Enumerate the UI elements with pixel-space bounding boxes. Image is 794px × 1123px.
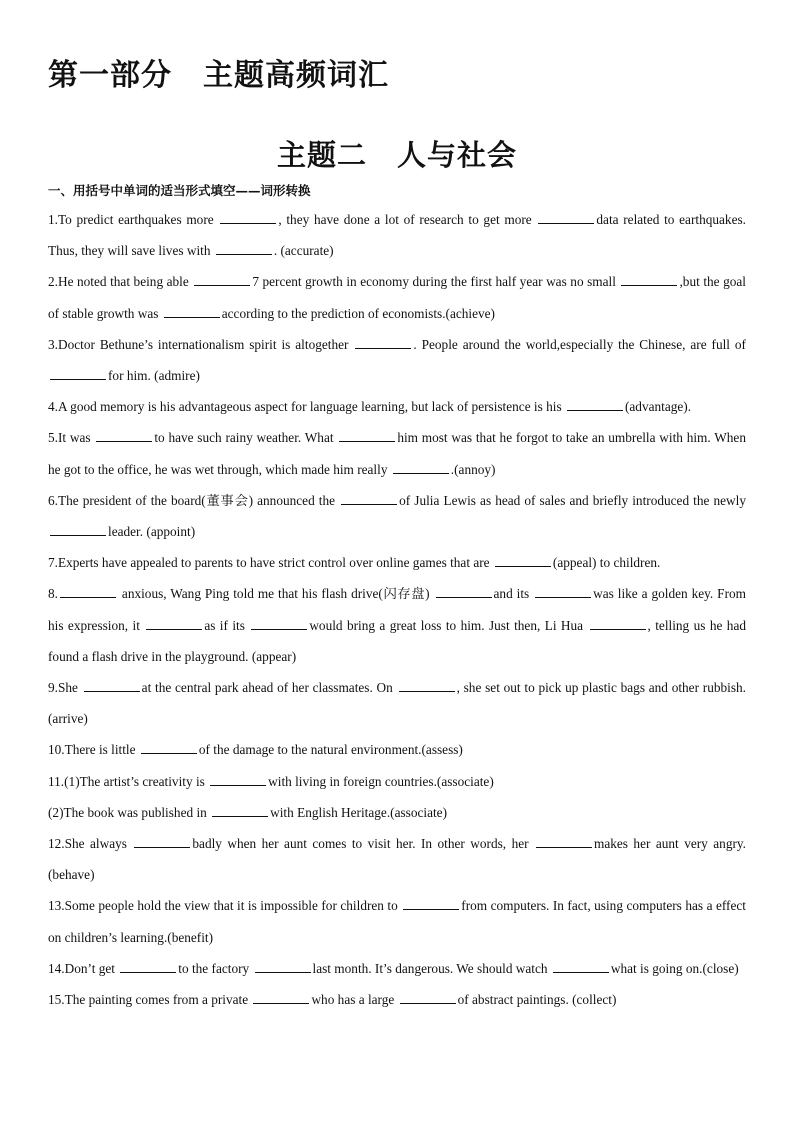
answer-blank[interactable] — [96, 427, 152, 442]
question-text: of Julia Lewis as head of sales and briefly introduced the newly — [399, 492, 746, 508]
question-q6 — [48, 485, 746, 547]
question-text: and its — [493, 586, 534, 602]
question-text: 14.Don’t get — [48, 960, 119, 976]
question-text: badly when her aunt comes to visit her. In other words, her — [192, 836, 534, 852]
question-q7 — [48, 547, 746, 578]
question-text: to the factory — [178, 960, 253, 976]
question-q5 — [48, 422, 746, 484]
question-text: 15.The painting comes from a private — [48, 992, 252, 1008]
question-q9 — [48, 672, 746, 734]
answer-blank[interactable] — [355, 334, 411, 349]
question-text: would bring a great loss to him. Just then, Li Hua — [309, 617, 588, 633]
question-text: 6.The president of the board(董事会) announced the — [48, 492, 340, 508]
question-q11b — [48, 797, 746, 828]
question-text: 5.It was — [48, 430, 95, 446]
question-q15 — [48, 984, 746, 1015]
answer-blank[interactable] — [216, 240, 272, 255]
question-text: data related to earthquakes. Thus, they will save lives with — [48, 212, 746, 259]
part-title: 第一部分 主题高频词汇 — [48, 58, 389, 93]
question-q4 — [48, 391, 746, 422]
question-text: of the damage to the natural environment.(assess) — [198, 742, 463, 758]
question-list — [48, 204, 746, 1015]
question-text: 3.Doctor Bethune’s internationalism spirit is altogether — [48, 336, 354, 352]
answer-blank[interactable] — [50, 365, 106, 380]
question-text: 8. — [48, 586, 58, 602]
question-q10 — [48, 734, 746, 765]
question-text: anxious, Wang Ping told me that his flash drive(闪存盘) — [117, 586, 434, 602]
question-text: 7.Experts have appealed to parents to have strict control over online games that are — [48, 555, 493, 571]
question-text: leader. (appoint) — [108, 524, 196, 540]
answer-blank[interactable] — [60, 583, 116, 598]
question-text: 11.(1)The artist’s creativity is — [48, 773, 209, 789]
question-text: (2)The book was published in — [48, 804, 211, 820]
answer-blank[interactable] — [495, 552, 551, 567]
question-text: what is going on.(close) — [610, 960, 739, 976]
question-text: 10.There is little — [48, 742, 139, 758]
answer-blank[interactable] — [255, 958, 311, 973]
question-text: at the central park ahead of her classmates. On — [141, 680, 397, 696]
question-text: from computers. In fact, using computers has a effect on children’s learning.(benefit) — [48, 898, 746, 945]
answer-blank[interactable] — [84, 677, 140, 692]
question-q13 — [48, 890, 746, 952]
answer-blank[interactable] — [164, 303, 220, 318]
question-text: 13.Some people hold the view that it is impossible for children to — [48, 898, 402, 914]
question-text: according to the prediction of economists.(achieve) — [221, 305, 495, 321]
question-text: . People around the world,especially the Chinese, are full of — [413, 336, 746, 352]
answer-blank[interactable] — [400, 989, 456, 1004]
answer-blank[interactable] — [621, 271, 677, 286]
answer-blank[interactable] — [341, 490, 397, 505]
answer-blank[interactable] — [590, 615, 646, 630]
answer-blank[interactable] — [146, 615, 202, 630]
question-q12 — [48, 828, 746, 890]
answer-blank[interactable] — [399, 677, 455, 692]
question-text: ,but the goal of stable growth was — [48, 274, 746, 321]
question-text: 12.She always — [48, 836, 133, 852]
answer-blank[interactable] — [251, 615, 307, 630]
question-text: , they have done a lot of research to get more — [278, 212, 537, 227]
question-text: .(annoy) — [450, 461, 496, 477]
question-text: 9.She — [48, 680, 82, 696]
question-q14 — [48, 953, 746, 984]
question-text: 4.A good memory is his advantageous aspect for language learning, but lack of persistence is his — [48, 399, 565, 415]
question-text: 2.He noted that being able — [48, 274, 193, 290]
answer-blank[interactable] — [134, 833, 190, 848]
question-text: as if its — [204, 617, 250, 633]
answer-blank[interactable] — [210, 771, 266, 786]
answer-blank[interactable] — [436, 583, 492, 598]
question-q11a — [48, 766, 746, 797]
question-text: makes her aunt very angry.(behave) — [48, 836, 747, 883]
question-text: (appeal) to children. — [552, 555, 661, 571]
question-text: with English Heritage.(associate) — [270, 804, 447, 820]
question-text: to have such rainy weather. What — [154, 430, 338, 446]
answer-blank[interactable] — [403, 895, 459, 910]
answer-blank[interactable] — [536, 833, 592, 848]
question-text: with living in foreign countries.(associate) — [268, 773, 494, 789]
answer-blank[interactable] — [535, 583, 591, 598]
answer-blank[interactable] — [538, 209, 594, 224]
answer-blank[interactable] — [220, 209, 276, 224]
question-text: for him. (admire) — [108, 368, 200, 384]
section-heading: 一、用括号中单词的适当形式填空——词形转换 — [48, 183, 311, 198]
question-text: who has a large — [311, 992, 398, 1008]
question-q8 — [48, 578, 746, 672]
question-text: , telling us he had found a flash drive in the playground. (appear) — [48, 617, 746, 664]
answer-blank[interactable] — [141, 739, 197, 754]
topic-title: 主题二 人与社会 — [276, 138, 517, 172]
answer-blank[interactable] — [567, 396, 623, 411]
answer-blank[interactable] — [253, 989, 309, 1004]
question-text: . (accurate) — [273, 243, 334, 259]
question-q2 — [48, 266, 746, 328]
answer-blank[interactable] — [553, 958, 609, 973]
answer-blank[interactable] — [120, 958, 176, 973]
question-text: , she set out to pick up plastic bags and other rubbish.(arrive) — [48, 680, 746, 727]
question-text: 1.To predict earthquakes more — [48, 212, 219, 227]
answer-blank[interactable] — [393, 459, 449, 474]
question-text: him most was that he forgot to take an umbrella with him. When he got to the office, he was wet through, which made him really — [48, 430, 746, 477]
answer-blank[interactable] — [194, 271, 250, 286]
question-text: was like a golden key. From his expression, it — [48, 586, 746, 633]
question-text: of abstract paintings. (collect) — [457, 992, 617, 1008]
question-q1 — [48, 204, 746, 266]
question-text: (advantage). — [624, 399, 692, 415]
answer-blank[interactable] — [50, 521, 106, 536]
answer-blank[interactable] — [212, 802, 268, 817]
question-q3 — [48, 329, 746, 391]
answer-blank[interactable] — [339, 427, 395, 442]
question-text: 7 percent growth in economy during the first half year was no small — [252, 274, 620, 290]
question-text: last month. It’s dangerous. We should watch — [312, 960, 551, 976]
